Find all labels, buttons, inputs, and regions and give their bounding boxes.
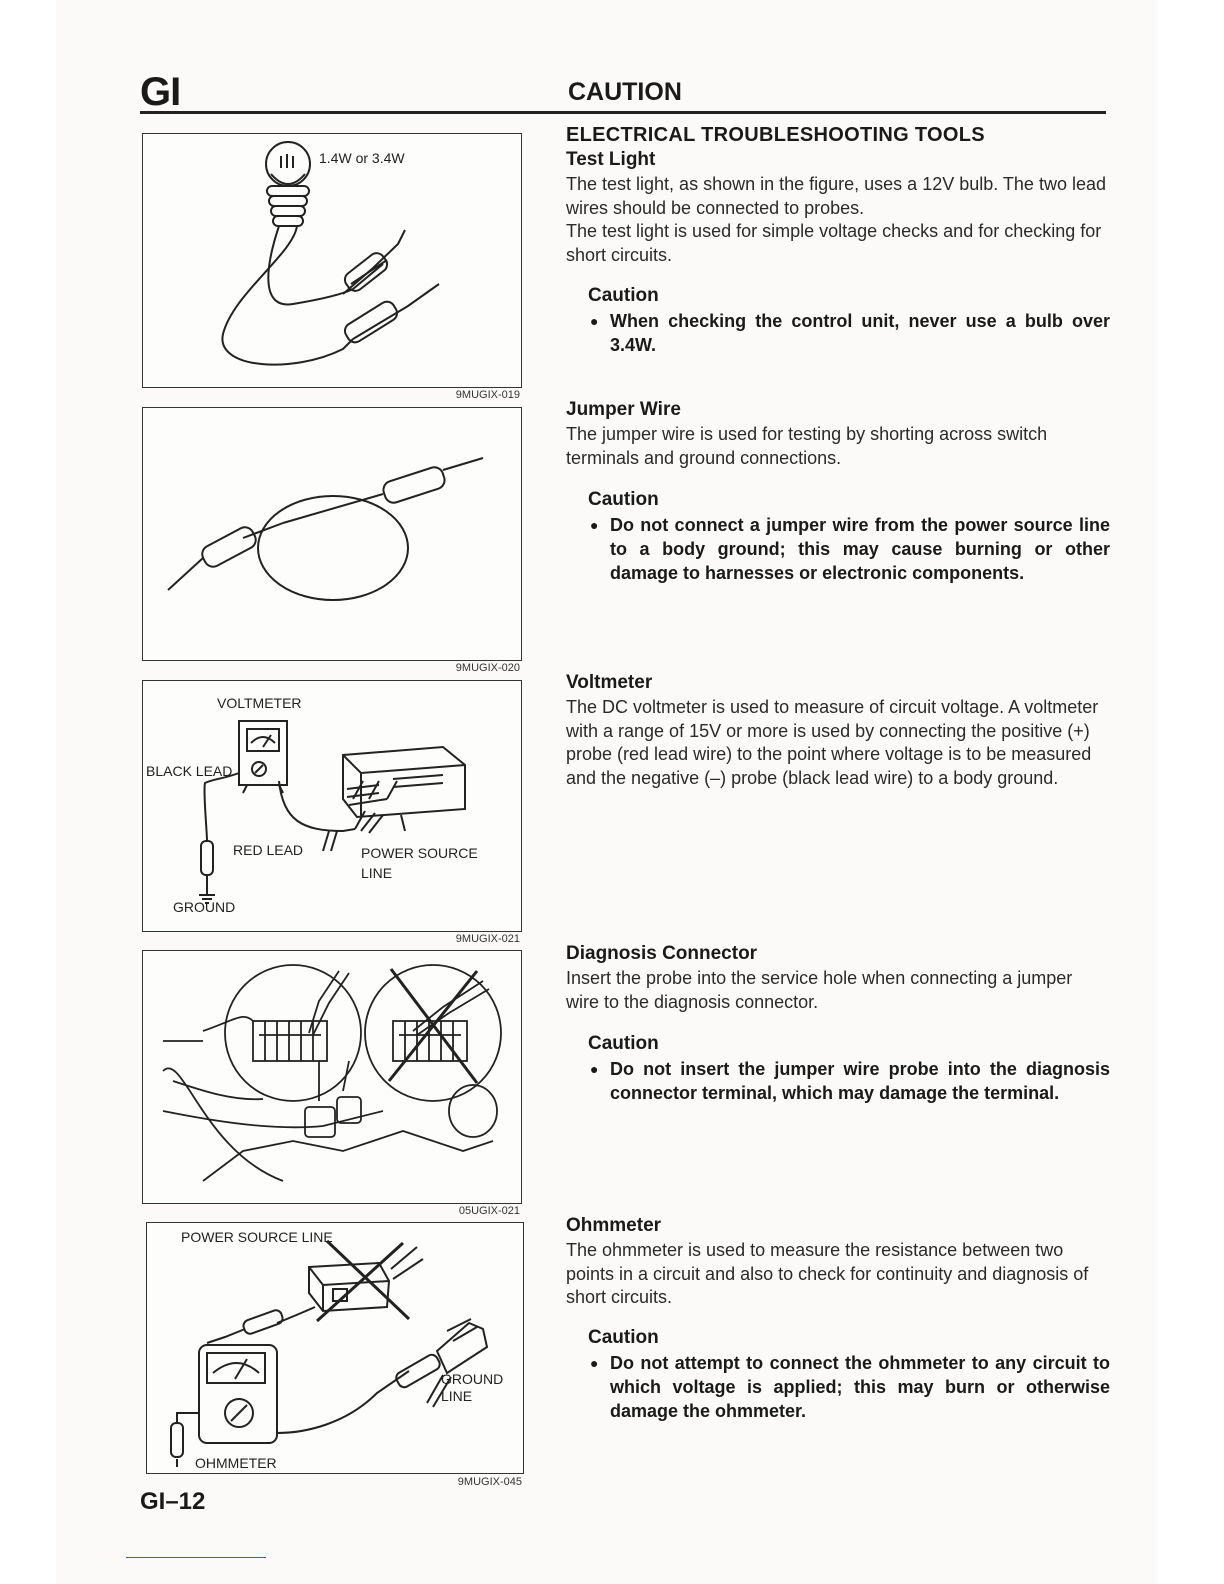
label-red-lead: RED LEAD xyxy=(233,842,304,858)
figure-test-light xyxy=(142,133,522,388)
figure-code: 9MUGIX-021 xyxy=(455,933,520,945)
caution-test-light xyxy=(588,285,1110,357)
test-light-illustration xyxy=(143,134,521,387)
header-rule xyxy=(140,111,1106,114)
label-black-lead: BLACK LEAD xyxy=(146,763,233,779)
section-title: CAUTION xyxy=(568,78,682,106)
section-body: The test light is used for simple voltage checks and for checking for short circuits. xyxy=(566,221,1102,265)
label-ohmmeter: OHMMETER xyxy=(195,1455,277,1471)
section-jumper-wire xyxy=(566,399,1110,470)
label-power-source-line: POWER SOURCE LINE xyxy=(181,1229,333,1245)
section-title: Ohmmeter xyxy=(566,1215,662,1236)
label-power-source: POWER SOURCE xyxy=(361,845,478,861)
page-number: GI–12 xyxy=(140,1488,206,1515)
section-voltmeter xyxy=(566,672,1110,790)
caution-title: Caution xyxy=(588,1327,659,1348)
voltmeter-illustration xyxy=(143,681,521,931)
label-line: LINE xyxy=(441,1388,473,1404)
section-test-light xyxy=(566,149,1110,267)
caution-diagnosis-connector xyxy=(588,1033,1110,1105)
caution-item: ● Do not attempt to connect the ohmmeter to any circuit to which voltage is applied; this may burn or otherwise damage the ohmmeter. xyxy=(590,1353,1110,1421)
figure-voltmeter xyxy=(142,680,522,932)
section-title: Test Light xyxy=(566,149,656,170)
label-wattage: 1.4W or 3.4W xyxy=(319,150,405,166)
section-code: GI xyxy=(140,70,181,114)
figure-diagnosis-connector xyxy=(142,950,522,1204)
section-body: Insert the probe into the service hole when connecting a jumper wire to the diagnosis connector. xyxy=(566,968,1073,1012)
label-voltmeter: VOLTMETER xyxy=(217,695,302,711)
caution-jumper-wire xyxy=(588,489,1110,585)
caution-item: ● Do not connect a jumper wire from the power source line to a body ground; this may cause burning or other damage to harnesses or electronic components. xyxy=(590,515,1110,583)
caution-item: ● Do not insert the jumper wire probe into the diagnosis connector terminal, which may damage the terminal. xyxy=(590,1059,1110,1103)
diagnosis-connector-illustration xyxy=(143,951,521,1203)
caution-title: Caution xyxy=(588,489,659,510)
section-title: Jumper Wire xyxy=(566,399,681,420)
figure-code: 9MUGIX-045 xyxy=(457,1476,522,1488)
section-body: The test light, as shown in the figure, uses a 12V bulb. The two lead wires should be connected to probes. xyxy=(566,174,1106,218)
section-body: The jumper wire is used for testing by shorting across switch terminals and ground connections. xyxy=(566,424,1048,468)
section-body: The DC voltmeter is used to measure of circuit voltage. A voltmeter with a range of 15V or more is used by connecting the positive (+) probe (red lead wire) to the point where voltage is to be measured and the negative (–) probe (black lead wire) to a body ground. xyxy=(566,697,1099,788)
label-line: LINE xyxy=(361,865,393,881)
ohmmeter-illustration xyxy=(147,1223,523,1473)
section-ohmmeter xyxy=(566,1215,1110,1310)
figure-code: 9MUGIX-019 xyxy=(455,389,520,401)
label-ground: GROUND xyxy=(441,1371,504,1387)
caution-ohmmeter xyxy=(588,1327,1110,1423)
caution-title: Caution xyxy=(588,285,659,306)
caution-title: Caution xyxy=(588,1033,659,1054)
section-title: Diagnosis Connector xyxy=(566,943,758,964)
jumper-wire-illustration xyxy=(143,408,521,660)
figure-code: 9MUGIX-020 xyxy=(455,662,520,674)
bottom-divider xyxy=(126,1557,266,1558)
figure-jumper-wire xyxy=(142,407,522,661)
section-diagnosis-connector xyxy=(566,943,1110,1014)
figure-code: 05UGIX-021 xyxy=(458,1205,520,1217)
main-heading: ELECTRICAL TROUBLESHOOTING TOOLS xyxy=(566,124,985,146)
figure-ohmmeter xyxy=(146,1222,524,1474)
section-title: Voltmeter xyxy=(566,672,653,693)
section-body: The ohmmeter is used to measure the resistance between two points in a circuit and also to check for continuity and diagnosis of short circuits. xyxy=(566,1240,1089,1307)
label-ground: GROUND xyxy=(173,899,236,915)
caution-item: ● When checking the control unit, never use a bulb over 3.4W. xyxy=(590,311,1110,355)
